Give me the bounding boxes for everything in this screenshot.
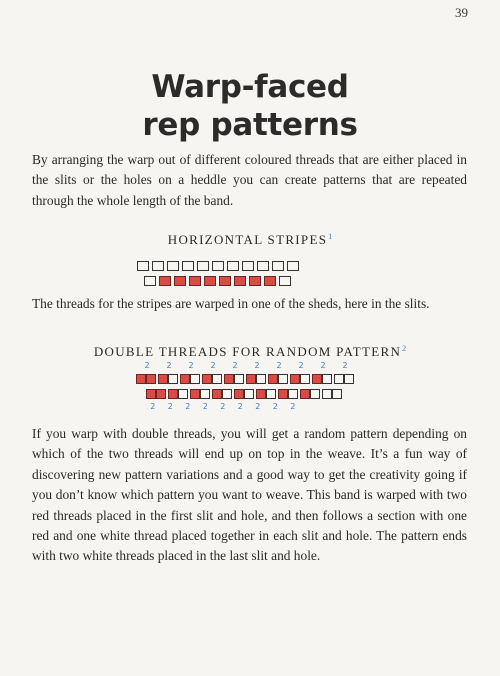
thread-count-label: 2	[220, 402, 226, 411]
double-threads-heading	[0, 344, 500, 360]
body-paragraph: If you warp with double threads, you will get a random pattern depending on which of the two threads will end up on top in the weave. It’s a fun way of discovering new pattern variations and a good way to get the creativity going if you don’t know which pattern you want to weave. This band is warped with two red threads placed in the first slit and hole, and then follows a section with one red and one white thread placed together in each slit and hole. The pattern ends with two white threads placed in the last slit and hole.	[32, 426, 467, 564]
thread-count-label: 2	[185, 402, 191, 411]
stripes-bottom-row	[144, 276, 291, 286]
double-thread-pair	[334, 374, 354, 384]
white-thread-square	[227, 261, 239, 271]
red-thread-square	[249, 276, 261, 286]
white-thread-square	[278, 374, 288, 384]
white-thread-square	[242, 261, 254, 271]
thread-count-label: 2	[188, 361, 194, 370]
double-thread-pair	[268, 374, 288, 384]
white-thread-square	[212, 374, 222, 384]
white-thread-square	[144, 276, 156, 286]
double-thread-pair	[278, 389, 298, 399]
horizontal-stripes-heading	[0, 232, 500, 248]
white-thread-square	[288, 389, 298, 399]
title-line-2: rep patterns	[142, 107, 358, 143]
thread-count-label: 2	[298, 361, 304, 370]
footnote-1: 1	[328, 232, 333, 241]
white-thread-square	[310, 389, 320, 399]
red-thread-square	[189, 276, 201, 286]
double-thread-pair	[224, 374, 244, 384]
thread-count-label: 2	[202, 402, 208, 411]
double-thread-pair	[168, 389, 188, 399]
thread-count-label: 2	[320, 361, 326, 370]
red-thread-square	[190, 389, 200, 399]
thread-count-label: 2	[237, 402, 243, 411]
red-thread-square	[158, 374, 168, 384]
double-threads-top-row	[136, 374, 354, 384]
thread-count-label: 2	[232, 361, 238, 370]
red-thread-square	[278, 389, 288, 399]
white-thread-square	[197, 261, 209, 271]
double-thread-pair	[290, 374, 310, 384]
thread-count-label: 2	[167, 402, 173, 411]
double-thread-pair	[246, 374, 266, 384]
red-thread-square	[136, 374, 146, 384]
red-thread-square	[159, 276, 171, 286]
red-thread-square	[219, 276, 231, 286]
red-thread-square	[312, 374, 322, 384]
double-thread-pair	[256, 389, 276, 399]
red-thread-square	[234, 276, 246, 286]
white-thread-square	[234, 374, 244, 384]
red-thread-square	[246, 374, 256, 384]
double-thread-pair	[202, 374, 222, 384]
thread-count-label: 2	[255, 402, 261, 411]
white-thread-square	[182, 261, 194, 271]
white-thread-square	[322, 389, 332, 399]
double-thread-pair	[136, 374, 156, 384]
double-thread-pair	[234, 389, 254, 399]
thread-count-label: 2	[150, 402, 156, 411]
red-thread-square	[212, 389, 222, 399]
horizontal-stripes-heading-text: HORIZONTAL STRIPES	[167, 232, 328, 247]
double-thread-pair	[180, 374, 200, 384]
page-title	[0, 68, 500, 144]
white-thread-square	[212, 261, 224, 271]
white-thread-square	[168, 374, 178, 384]
white-thread-square	[279, 276, 291, 286]
double-thread-pair	[312, 374, 332, 384]
stripes-top-row	[137, 261, 299, 271]
white-thread-square	[178, 389, 188, 399]
thread-count-label: 2	[166, 361, 172, 370]
white-thread-square	[300, 374, 310, 384]
red-thread-square	[234, 389, 244, 399]
thread-count-label: 2	[254, 361, 260, 370]
white-thread-square	[344, 374, 354, 384]
double-threads-top-labels	[136, 361, 356, 370]
red-thread-square	[146, 374, 156, 384]
red-thread-square	[156, 389, 166, 399]
double-threads-heading-text: DOUBLE THREADS FOR RANDOM PATTERN	[93, 344, 402, 359]
white-thread-square	[334, 374, 344, 384]
thread-count-label: 2	[342, 361, 348, 370]
white-thread-square	[152, 261, 164, 271]
white-thread-square	[167, 261, 179, 271]
white-thread-square	[137, 261, 149, 271]
double-thread-pair	[322, 389, 342, 399]
red-thread-square	[256, 389, 266, 399]
white-thread-square	[190, 374, 200, 384]
red-thread-square	[264, 276, 276, 286]
thread-count-label: 2	[276, 361, 282, 370]
red-thread-square	[168, 389, 178, 399]
thread-count-label: 2	[272, 402, 278, 411]
page-number: 39	[455, 5, 468, 20]
red-thread-square	[290, 374, 300, 384]
thread-count-label: 2	[210, 361, 216, 370]
white-thread-square	[332, 389, 342, 399]
red-thread-square	[300, 389, 310, 399]
red-thread-square	[146, 389, 156, 399]
stripes-caption: The threads for the stripes are warped in one of the sheds, here in the slits.	[32, 296, 430, 311]
double-threads-bottom-row	[146, 389, 342, 399]
red-thread-square	[204, 276, 216, 286]
double-thread-pair	[300, 389, 320, 399]
red-thread-square	[202, 374, 212, 384]
double-thread-pair	[158, 374, 178, 384]
double-thread-pair	[190, 389, 210, 399]
white-thread-square	[222, 389, 232, 399]
white-thread-square	[200, 389, 210, 399]
white-thread-square	[257, 261, 269, 271]
white-thread-square	[287, 261, 299, 271]
white-thread-square	[266, 389, 276, 399]
double-threads-bottom-labels	[144, 402, 302, 411]
footnote-2: 2	[402, 344, 407, 353]
intro-paragraph: By arranging the warp out of different coloured threads that are either placed in the slits or the holes on a heddle you can create patterns that are repeated through the whole length of the band.	[32, 152, 467, 208]
white-thread-square	[272, 261, 284, 271]
double-thread-pair	[212, 389, 232, 399]
thread-count-label: 2	[290, 402, 296, 411]
double-thread-pair	[146, 389, 166, 399]
white-thread-square	[244, 389, 254, 399]
red-thread-square	[174, 276, 186, 286]
red-thread-square	[268, 374, 278, 384]
thread-count-label: 2	[144, 361, 150, 370]
red-thread-square	[180, 374, 190, 384]
white-thread-square	[256, 374, 266, 384]
white-thread-square	[322, 374, 332, 384]
title-line-1: Warp-faced	[151, 69, 349, 105]
red-thread-square	[224, 374, 234, 384]
